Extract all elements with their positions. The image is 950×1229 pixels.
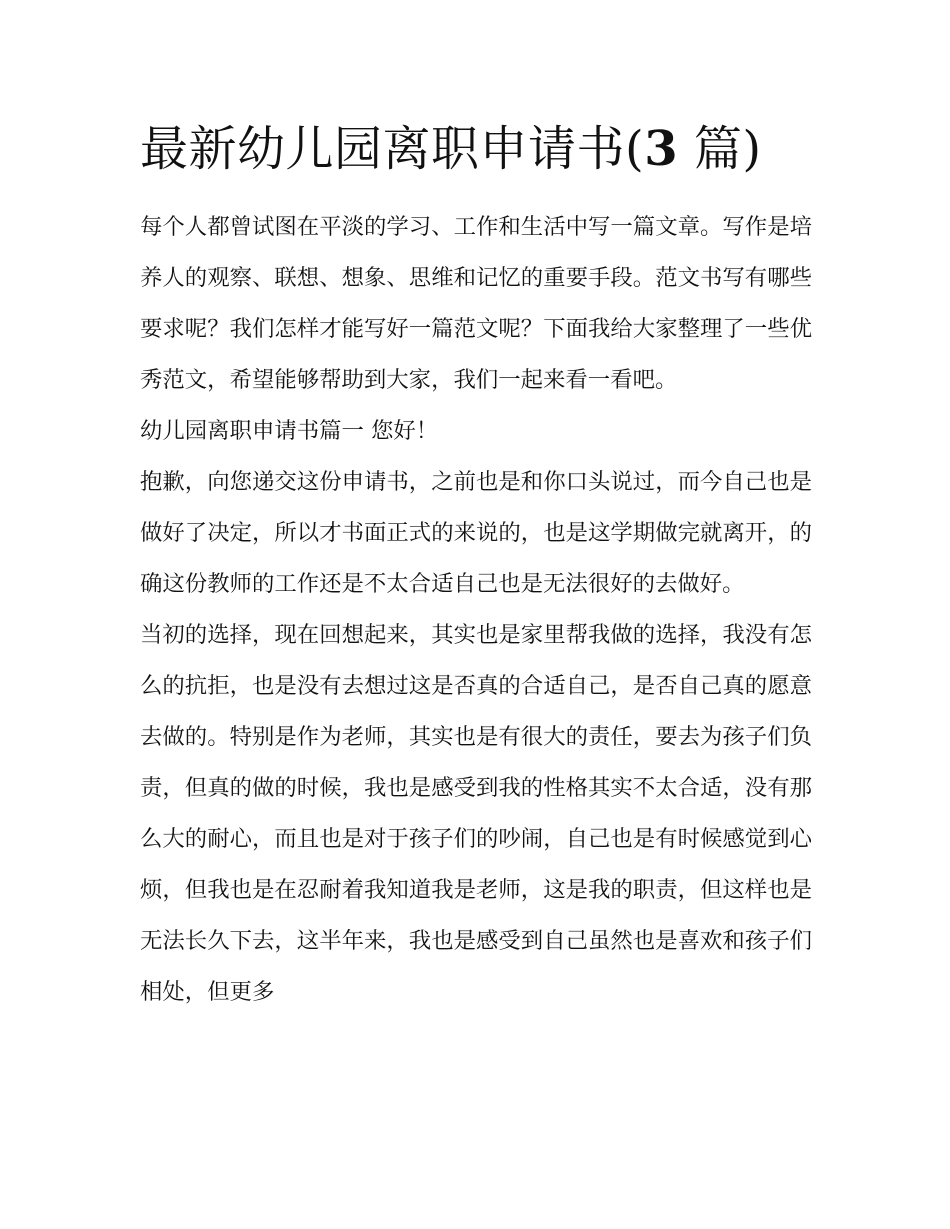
body-paragraph: 当初的选择，现在回想起来，其实也是家里帮我做的选择，我没有怎么的抗拒，也是没有去想过这是否真的合适自己，是否自己真的愿意去做的。特别是作为老师，其实也是有很大的责任，要去为孩子们负责，但真的做的时候，我也是感受到我的性格其实不太合适，没有那么大的耐心，而且也是对于孩子们的吵闹，自己也是有时候感觉到心烦，但我也是在忍耐着我知道我是老师，这是我的职责，但这样也是无法长久下去，这半年来，我也是感受到自己虽然也是喜欢和孩子们相处，但更多: [140, 622, 812, 1005]
section-heading-paragraph: 幼儿园离职申请书篇一 您好！: [140, 418, 439, 444]
title-count: 3: [644, 121, 679, 177]
document-body: [140, 118, 812, 1018]
body-paragraph: 抱歉，向您递交这份申请书，之前也是和你口头说过，而今自己也是做好了决定，所以才书面正式的来说的，也是这学期做完就离开，的确这份教师的工作还是不太合适自己也是无法很好的去做好。: [140, 469, 812, 597]
document-title: [140, 118, 812, 180]
title-text-end: 篇): [678, 121, 762, 177]
title-text-start: 最新幼儿园离职申请书(: [140, 121, 645, 177]
intro-paragraph: 每个人都曾试图在平淡的学习、工作和生活中写一篇文章。写作是培养人的观察、联想、想象、思维和记忆的重要手段。范文书写有哪些要求呢？我们怎样才能写好一篇范文呢？下面我给大家整理了一些优秀范文，希望能够帮助到大家，我们一起来看一看吧。: [140, 214, 812, 393]
